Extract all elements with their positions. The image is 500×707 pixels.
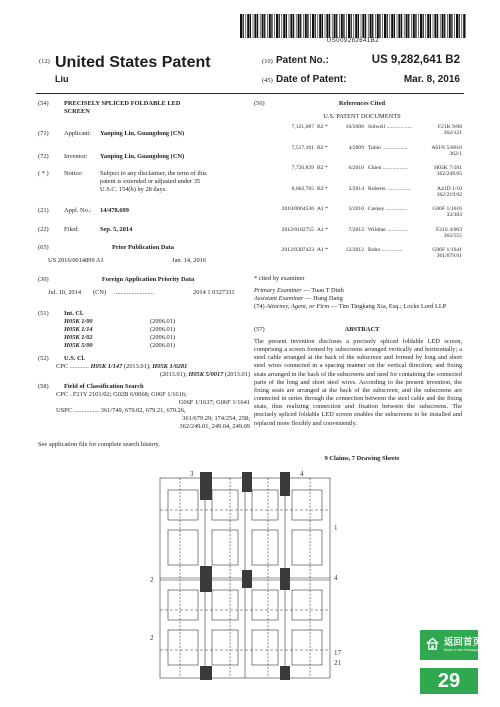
- back-to-homepage-sublabel[interactable]: Back to the Homepage: [444, 648, 483, 652]
- notice-line: patent is extended or adjusted under 35: [100, 178, 201, 185]
- field-code: (56): [254, 100, 265, 107]
- field-code: (22): [38, 226, 49, 233]
- barcode: [240, 14, 466, 38]
- header-code-10: (10): [262, 58, 273, 65]
- foreign-country: (CN): [93, 289, 107, 296]
- field-label: Filed:: [64, 226, 79, 233]
- field-code: (65): [38, 244, 49, 251]
- drawing-label: 21: [334, 659, 341, 667]
- us-cl-heading: U.S. Cl.: [64, 355, 85, 362]
- appl-no-value: 14/478,699: [100, 207, 129, 214]
- page-number-badge: 29: [420, 668, 478, 694]
- field-code: (52): [38, 355, 49, 362]
- uspc-line: USPC ................ 361/749, 679.02, 679.21, 679.26,: [56, 407, 186, 414]
- cited-by-examiner: * cited by examiner: [254, 275, 305, 282]
- foreign-date: Jul. 10, 2014: [48, 289, 82, 296]
- back-to-homepage-label[interactable]: 返回首页: [444, 637, 483, 648]
- notice-line: U.S.C. 154(b) by 28 days.: [100, 186, 167, 193]
- uspc-line: 361/679.29; 174/254, 258;: [182, 415, 250, 422]
- drawing-label: 2: [150, 576, 154, 584]
- barcode-number: US009282641B2: [326, 38, 380, 44]
- cpc-line: (2013.01); H05K 5/0017 (2013.01): [159, 371, 250, 378]
- header-code-45: (45): [262, 77, 273, 84]
- patent-number-label: Patent No.:: [276, 55, 329, 66]
- prior-pub-date: Jan. 14, 2016: [172, 257, 207, 264]
- prior-publication-heading: Prior Publication Data: [111, 244, 174, 251]
- drawing-label: 4: [334, 574, 338, 582]
- cpc-line: CPC ............ H05K 1/147 (2013.01); H05K 1/0281: [56, 363, 188, 370]
- field-code: (51): [38, 310, 49, 317]
- field-label: Inventor:: [64, 153, 88, 160]
- prior-pub-number: US 2016/0014899 A1: [48, 257, 104, 264]
- patent-type-title: United States Patent: [55, 54, 211, 71]
- drawing-label: 3: [190, 470, 194, 478]
- patent-date-label: Date of Patent:: [276, 74, 347, 85]
- abstract-heading: ABSTRACT: [344, 326, 380, 333]
- field-label: Applicant:: [64, 130, 91, 137]
- field-label: Appl. No.:: [64, 207, 92, 214]
- field-code: (21): [38, 207, 49, 214]
- field-code: (58): [38, 383, 49, 390]
- header-divider: [36, 93, 464, 94]
- int-cl-row: H05K 1/00 (2006.01): [64, 318, 176, 325]
- assistant-examiner: Assistant Examiner — Hung Dang: [254, 295, 343, 302]
- primary-examiner: Primary Examiner — Tuan T Dinh: [254, 287, 344, 294]
- foreign-priority-heading: Foreign Application Priority Data: [101, 276, 195, 283]
- field-code: (57): [254, 326, 265, 333]
- field-code: (71): [38, 130, 49, 137]
- patent-drawing: [150, 470, 350, 690]
- notice-line: Subject to any disclaimer, the term of this: [100, 170, 207, 177]
- field-code: (30): [38, 276, 49, 283]
- field-code: ( * ): [38, 170, 49, 177]
- applicant-value: Yanping Liu, Guangdong (CN): [100, 130, 185, 137]
- references-heading: References Cited: [338, 100, 386, 107]
- int-cl-heading: Int. Cl.: [64, 310, 84, 317]
- inventor-surname: Liu: [55, 74, 69, 84]
- foreign-app-number: 2014 1 0327331: [193, 289, 235, 296]
- drawing-label: 1: [334, 524, 338, 532]
- field-label: Notice:: [64, 170, 83, 177]
- patent-date: Mar. 8, 2016: [403, 74, 460, 85]
- filed-value: Sep. 5, 2014: [100, 226, 133, 233]
- abstract-body: The present invention discloses a precisely spliced foldable LED screen, comprising a screen formed by subscreens arranged vertically and horizontally; a steel cable arranged at the back of the subscreen and formed by long and short steel wires connected in a spacing manner on the vertical direction; and fixing seats arranged in the back of the subscreens and used for containing the connected parts of the long and short steel wires. According to the present invention, the fixing seats are arranged at the back of the subscreen, and the subscreens are connected in series through the connection between the steel cable and the fixing seats, thus realizing connection and fixation between the subscreens. The precisely spliced foldable LED screen enables the subscreens to be installed and replaced more flexibly and conveniently.: [254, 338, 462, 427]
- foreign-dots: .........................: [114, 289, 154, 296]
- field-cpc-line: G06F 1/1637; G06F 1/1641: [178, 399, 250, 406]
- patent-number: US 9,282,641 B2: [371, 54, 460, 66]
- home-icon: [425, 636, 440, 651]
- drawing-label: 2: [150, 634, 154, 642]
- invention-title-line: SCREEN: [64, 108, 90, 115]
- uspc-line: 362/249.01, 249.04, 249.09: [179, 423, 250, 430]
- int-cl-row: H05K 1/14 (2006.01): [64, 326, 176, 333]
- field-code: (54): [38, 100, 49, 107]
- int-cl-row: H05K 5/00 (2006.01): [64, 342, 176, 349]
- drawing-label: 4: [300, 470, 304, 478]
- us-documents-heading: U.S. PATENT DOCUMENTS: [323, 113, 401, 120]
- invention-title-line: PRECISELY SPLICED FOLDABLE LED: [64, 100, 181, 107]
- claims-summary: 9 Claims, 7 Drawing Sheets: [324, 455, 400, 462]
- attorney-agent: (74) Attorney, Agent, or Firm — Tim Tingkang Xia, Esq.; Locke Lord LLP: [254, 303, 447, 310]
- field-cpc-line: CPC . F21Y 2101/02; G02B 6/0068; G06F 1/1616;: [56, 391, 187, 398]
- field-code: (72): [38, 153, 49, 160]
- header-code-12: (12): [39, 58, 50, 65]
- drawing-label: 17: [334, 649, 341, 657]
- int-cl-row: H05K 1/02 (2006.01): [64, 334, 176, 341]
- field-of-search-heading: Field of Classification Search: [64, 383, 144, 390]
- see-application-note: See application file for complete search history.: [38, 441, 160, 448]
- inventor-value: Yanping Liu, Guangdong (CN): [100, 153, 185, 160]
